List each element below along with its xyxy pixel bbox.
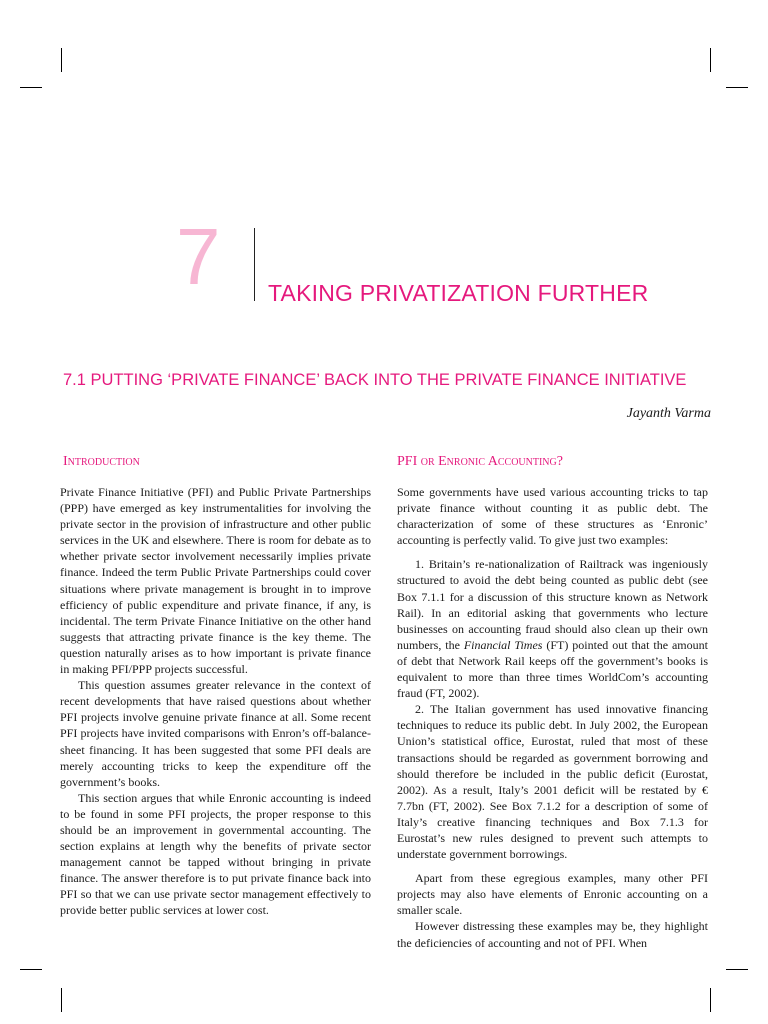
example-paragraph xyxy=(397,556,708,701)
left-column-heading: Introduction xyxy=(63,454,140,469)
crop-mark xyxy=(20,87,42,88)
chapter-title: TAKING PRIVATIZATION FURTHER xyxy=(268,280,649,306)
example-paragraph: 2. The Italian government has used innovative financing techniques to reduce its public debt. In July 2002, the European Union’s statistical office, Eurostat, ruled that most of these transactions should be regarded as government borrowing and should therefore be included in the public deficit (Eurostat, 2002). As a result, Italy’s 2001 deficit will be restated by € 7.7bn (FT, 2002). See Box 7.1.2 for a description of some of Italy’s creative financing techniques and Box 7.1.3 for Eurostat’s new rules designed to prevent such attempts to understate government borrowings. xyxy=(397,702,708,862)
crop-mark xyxy=(726,969,748,970)
text-run: (FT) pointed out that the amount of debt that Network Rail keeps off the government’s books is equivalent to more than three times WorldCom’s accounting fraud (FT, 2002). xyxy=(397,637,708,701)
crop-mark xyxy=(710,988,711,1012)
crop-mark xyxy=(710,48,711,72)
author-name: Jayanth Varma xyxy=(626,406,711,421)
crop-mark xyxy=(61,988,62,1012)
section-title: 7.1 PUTTING ‘PRIVATE FINANCE’ BACK INTO THE PRIVATE FINANCE INITIATIVE xyxy=(63,371,687,389)
chapter-number: 7 xyxy=(176,212,221,301)
paragraph: Apart from these egregious examples, many other PFI projects may also have elements of Enronic accounting on a smaller scale. xyxy=(397,871,708,918)
paragraph: Private Finance Initiative (PFI) and Public Private Partnerships (PPP) have emerged as key instrumentalities for involving the private sector in the provision of infrastructure and other public services in the UK and elsewhere. There is room for debate as to whether private sector involvement necessarily implies private finance. Indeed the term Public Private Partnerships could cover situations where private management is brought in to improve efficiency of public expenditure and private finance, if any, is incidental. The term Private Finance Initiative on the other hand suggests that attracting private finance is the key theme. The question naturally arises as to how important is private finance in making PFI/PPP projects successful. xyxy=(60,485,371,677)
right-column xyxy=(397,484,708,951)
publication-title: Financial Times xyxy=(463,637,543,652)
crop-mark xyxy=(20,969,42,970)
paragraph: This question assumes greater relevance in the context of recent developments that have raised questions about whether PFI projects involve genuine private finance at all. Some recent PFI projects have invited comparisons with Enron’s off-balance-sheet financing. It has been suggested that some PFI deals are merely accounting tricks to keep the expenditure off the government’s books. xyxy=(60,678,371,789)
crop-mark xyxy=(726,87,748,88)
paragraph: However distressing these examples may be, they highlight the deficiencies of accounting and not of PFI. When xyxy=(397,919,708,950)
chapter-divider xyxy=(254,228,255,301)
text-run: 1. Britain’s re-nationalization of Railtrack was ingeniously structured to avoid the debt being counted as public debt (see Box 7.1.1 for a discussion of this structure known as Network Rail). In an editorial asking that governments who lecture businesses on accounting fraud should also clean up their own numbers, the xyxy=(397,557,708,652)
right-column-heading: PFI or Enronic Accounting? xyxy=(397,454,563,469)
paragraph: This section argues that while Enronic accounting is indeed to be found in some PFI projects, the proper response to this should be an improvement in governmental accounting. The section explains at length why the benefits of private sector management cannot be tapped without bringing in private finance. The answer therefore is to put private finance back into PFI so that we can use private sector management effectively to provide better public services at lower cost. xyxy=(60,790,371,918)
paragraph: Some governments have used various accounting tricks to tap private finance without counting it as public debt. The characterization of some of these structures as ‘Enronic’ accounting is perfectly valid. To give just two examples: xyxy=(397,485,708,548)
crop-mark xyxy=(61,48,62,72)
left-column xyxy=(60,484,371,919)
